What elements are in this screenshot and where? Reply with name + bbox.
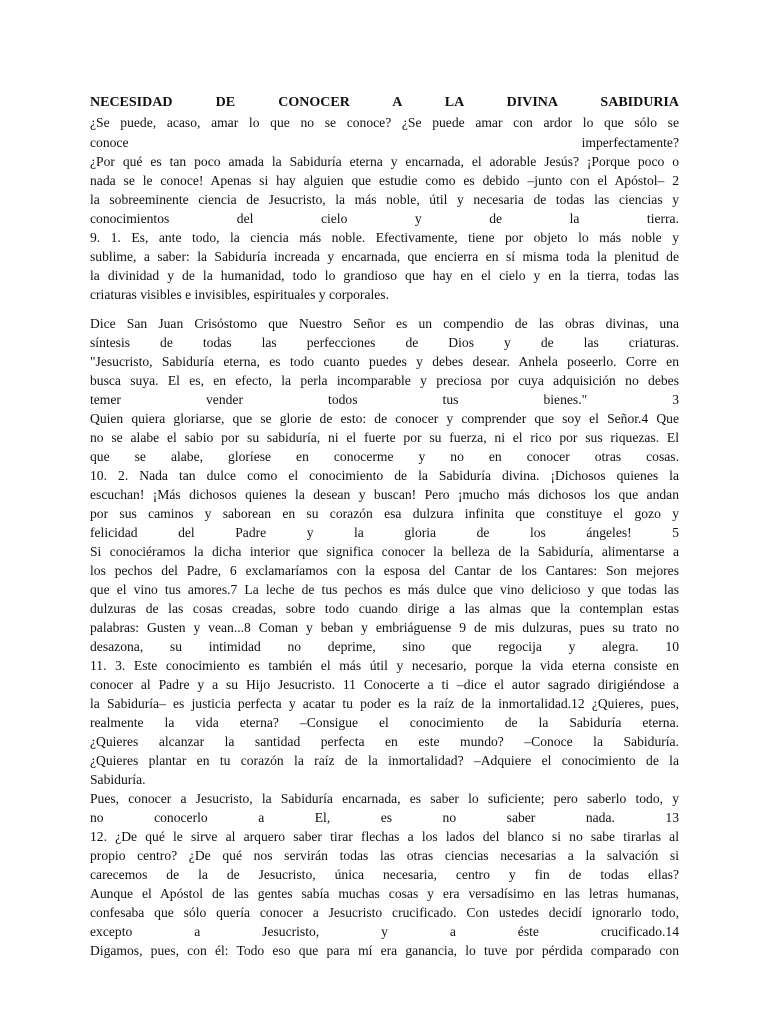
- paragraph-line: ¿Por qué es tan poco amada la Sabiduría eterna y encarnada, el adorable Jesús? ¡Porque poco o: [90, 154, 679, 169]
- paragraph-line: escuchan! ¡Más dichosos quienes la desean y buscan! Pero ¡mucho más dichosos los que andan: [90, 487, 679, 502]
- paragraph-line: 9. 1. Es, ante todo, la ciencia más noble. Efectivamente, tiene por objeto lo más noble y: [90, 230, 679, 245]
- paragraph-line: ¿Quieres alcanzar la santidad perfecta en este mundo? –Conoce la Sabiduría.: [90, 734, 679, 749]
- paragraph-line: nada se le conoce! Apenas si hay alguien que estudie como es debido –junto con el Apóstol– 2: [90, 173, 679, 188]
- paragraph-line: confesaba que sólo quería conocer a Jesucristo crucificado. Con ustedes decidí ignorarlo todo,: [90, 905, 679, 920]
- paragraph-line: Aunque el Apóstol de las gentes sabía muchas cosas y era versadísimo en las letras humanas,: [90, 886, 679, 901]
- paragraph-line: la sobreeminente ciencia de Jesucristo, la más noble, útil y necesaria de todas las ciencias y: [90, 192, 679, 207]
- paragraph-line: que el vino tus amores.7 La leche de tus pechos es más dulce que vino delicioso y que todas las: [90, 582, 679, 597]
- paragraph-line: 11. 3. Este conocimiento es también el más útil y necesario, porque la vida eterna consiste en: [90, 658, 679, 673]
- paragraph-line: realmente la vida eterna? –Consigue el conocimiento de la Sabiduría eterna.: [90, 715, 679, 730]
- paragraph-line: los pechos del Padre, 6 exclamaríamos con la esposa del Cantar de los Cantares: Son mejores: [90, 563, 679, 578]
- paragraph-line: carecemos de la de Jesucristo, única necesaria, centro y fin de todas ellas?: [90, 867, 679, 882]
- paragraph-line: síntesis de todas las perfecciones de Dios y de las criaturas.: [90, 335, 679, 350]
- paragraph-line: "Jesucristo, Sabiduría eterna, es todo cuanto puedes y debes desear. Anhela poseerlo. Corre en: [90, 354, 679, 369]
- paragraph-line: no conocerlo a El, es no saber nada. 13: [90, 810, 679, 825]
- paragraph-line: felicidad del Padre y la gloria de los ángeles! 5: [90, 525, 679, 540]
- paragraph-line: la divinidad y de la humanidad, todo lo grandioso que hay en el cielo y en la tierra, todas las: [90, 268, 679, 283]
- paragraph-line: temer vender todos tus bienes." 3: [90, 392, 679, 407]
- paragraph-line: conocer al Padre y a su Hijo Jesucristo. 11 Conocerte a ti –dice el autor sagrado dirigiéndose a: [90, 677, 679, 692]
- paragraph-line: ¿Quieres plantar en tu corazón la raíz de la inmortalidad? –Adquiere el conocimiento de la: [90, 753, 679, 768]
- paragraph-line: no se alabe el sabio por su sabiduría, ni el fuerte por su fuerza, ni el rico por sus riquezas. El: [90, 430, 679, 445]
- paragraph-line: Sabiduría.: [90, 772, 146, 787]
- paragraph-line: 12. ¿De qué le sirve al arquero saber tirar flechas a los lados del blanco si no sabe tirarlas al: [90, 829, 679, 844]
- paragraph-line: Quien quiera gloriarse, que se glorie de esto: de conocer y comprender que soy el Señor.4 Que: [90, 411, 679, 426]
- paragraph-line: Si conociéramos la dicha interior que significa conocer la belleza de la Sabiduría, alimentarse a: [90, 544, 679, 559]
- paragraph-line: desazona, su intimidad no deprime, sino que regocija y alegra. 10: [90, 639, 679, 654]
- paragraph-line: Digamos, pues, con él: Todo eso que para mí era ganancia, lo tuve por pérdida comparado con: [90, 943, 679, 958]
- paragraph-line: excepto a Jesucristo, y a éste crucificado.14: [90, 924, 679, 939]
- document-title: NECESIDAD DE CONOCER A LA DIVINA SABIDURIA: [90, 95, 679, 110]
- paragraph-line: que se alabe, gloríese en conocerme y no en conocer otras cosas.: [90, 449, 679, 464]
- paragraph-line: propio centro? ¿De qué nos servirán todas las otras ciencias necesarias a la salvación si: [90, 848, 679, 863]
- paragraph-line: conocimientos del cielo y de la tierra.: [90, 211, 679, 226]
- paragraph-line: Dice San Juan Crisóstomo que Nuestro Señor es un compendio de las obras divinas, una: [90, 316, 679, 331]
- paragraph-line: por sus caminos y saborean en su corazón esa dulzura infinita que constituye el gozo y: [90, 506, 679, 521]
- paragraph-line: Pues, conocer a Jesucristo, la Sabiduría encarnada, es saber lo suficiente; pero saberlo todo, y: [90, 791, 679, 806]
- paragraph-line: ¿Se puede, acaso, amar lo que no se conoce? ¿Se puede amar con ardor lo que sólo se: [90, 115, 679, 130]
- paragraph-line: imperfectamente?: [581, 135, 679, 150]
- paragraph-line: busca suya. El es, en efecto, la perla incomparable y preciosa por cuya adquisición no debes: [90, 373, 679, 388]
- paragraph-line: sublime, a saber: la Sabiduría increada y encarnada, que encierra en sí misma toda la plenitud de: [90, 249, 679, 264]
- paragraph-line: criaturas visibles e invisibles, espirituales y corporales.: [90, 287, 389, 302]
- paragraph-line: palabras: Gusten y vean...8 Coman y beban y embriáguense 9 de mis dulzuras, pues su trato no: [90, 620, 679, 635]
- paragraph-line: la Sabiduría– es justicia perfecta y acatar tu poder es la raíz de la inmortalidad.12 ¿Quieres, pues,: [90, 696, 679, 711]
- paragraph-line: conoce: [90, 135, 129, 150]
- paragraph-line: 10. 2. Nada tan dulce como el conocimiento de la Sabiduría divina. ¡Dichosos quienes la: [90, 468, 679, 483]
- paragraph-line: dulzuras de las cosas creadas, sobre todo cuando dirige a las almas que la contemplan estas: [90, 601, 679, 616]
